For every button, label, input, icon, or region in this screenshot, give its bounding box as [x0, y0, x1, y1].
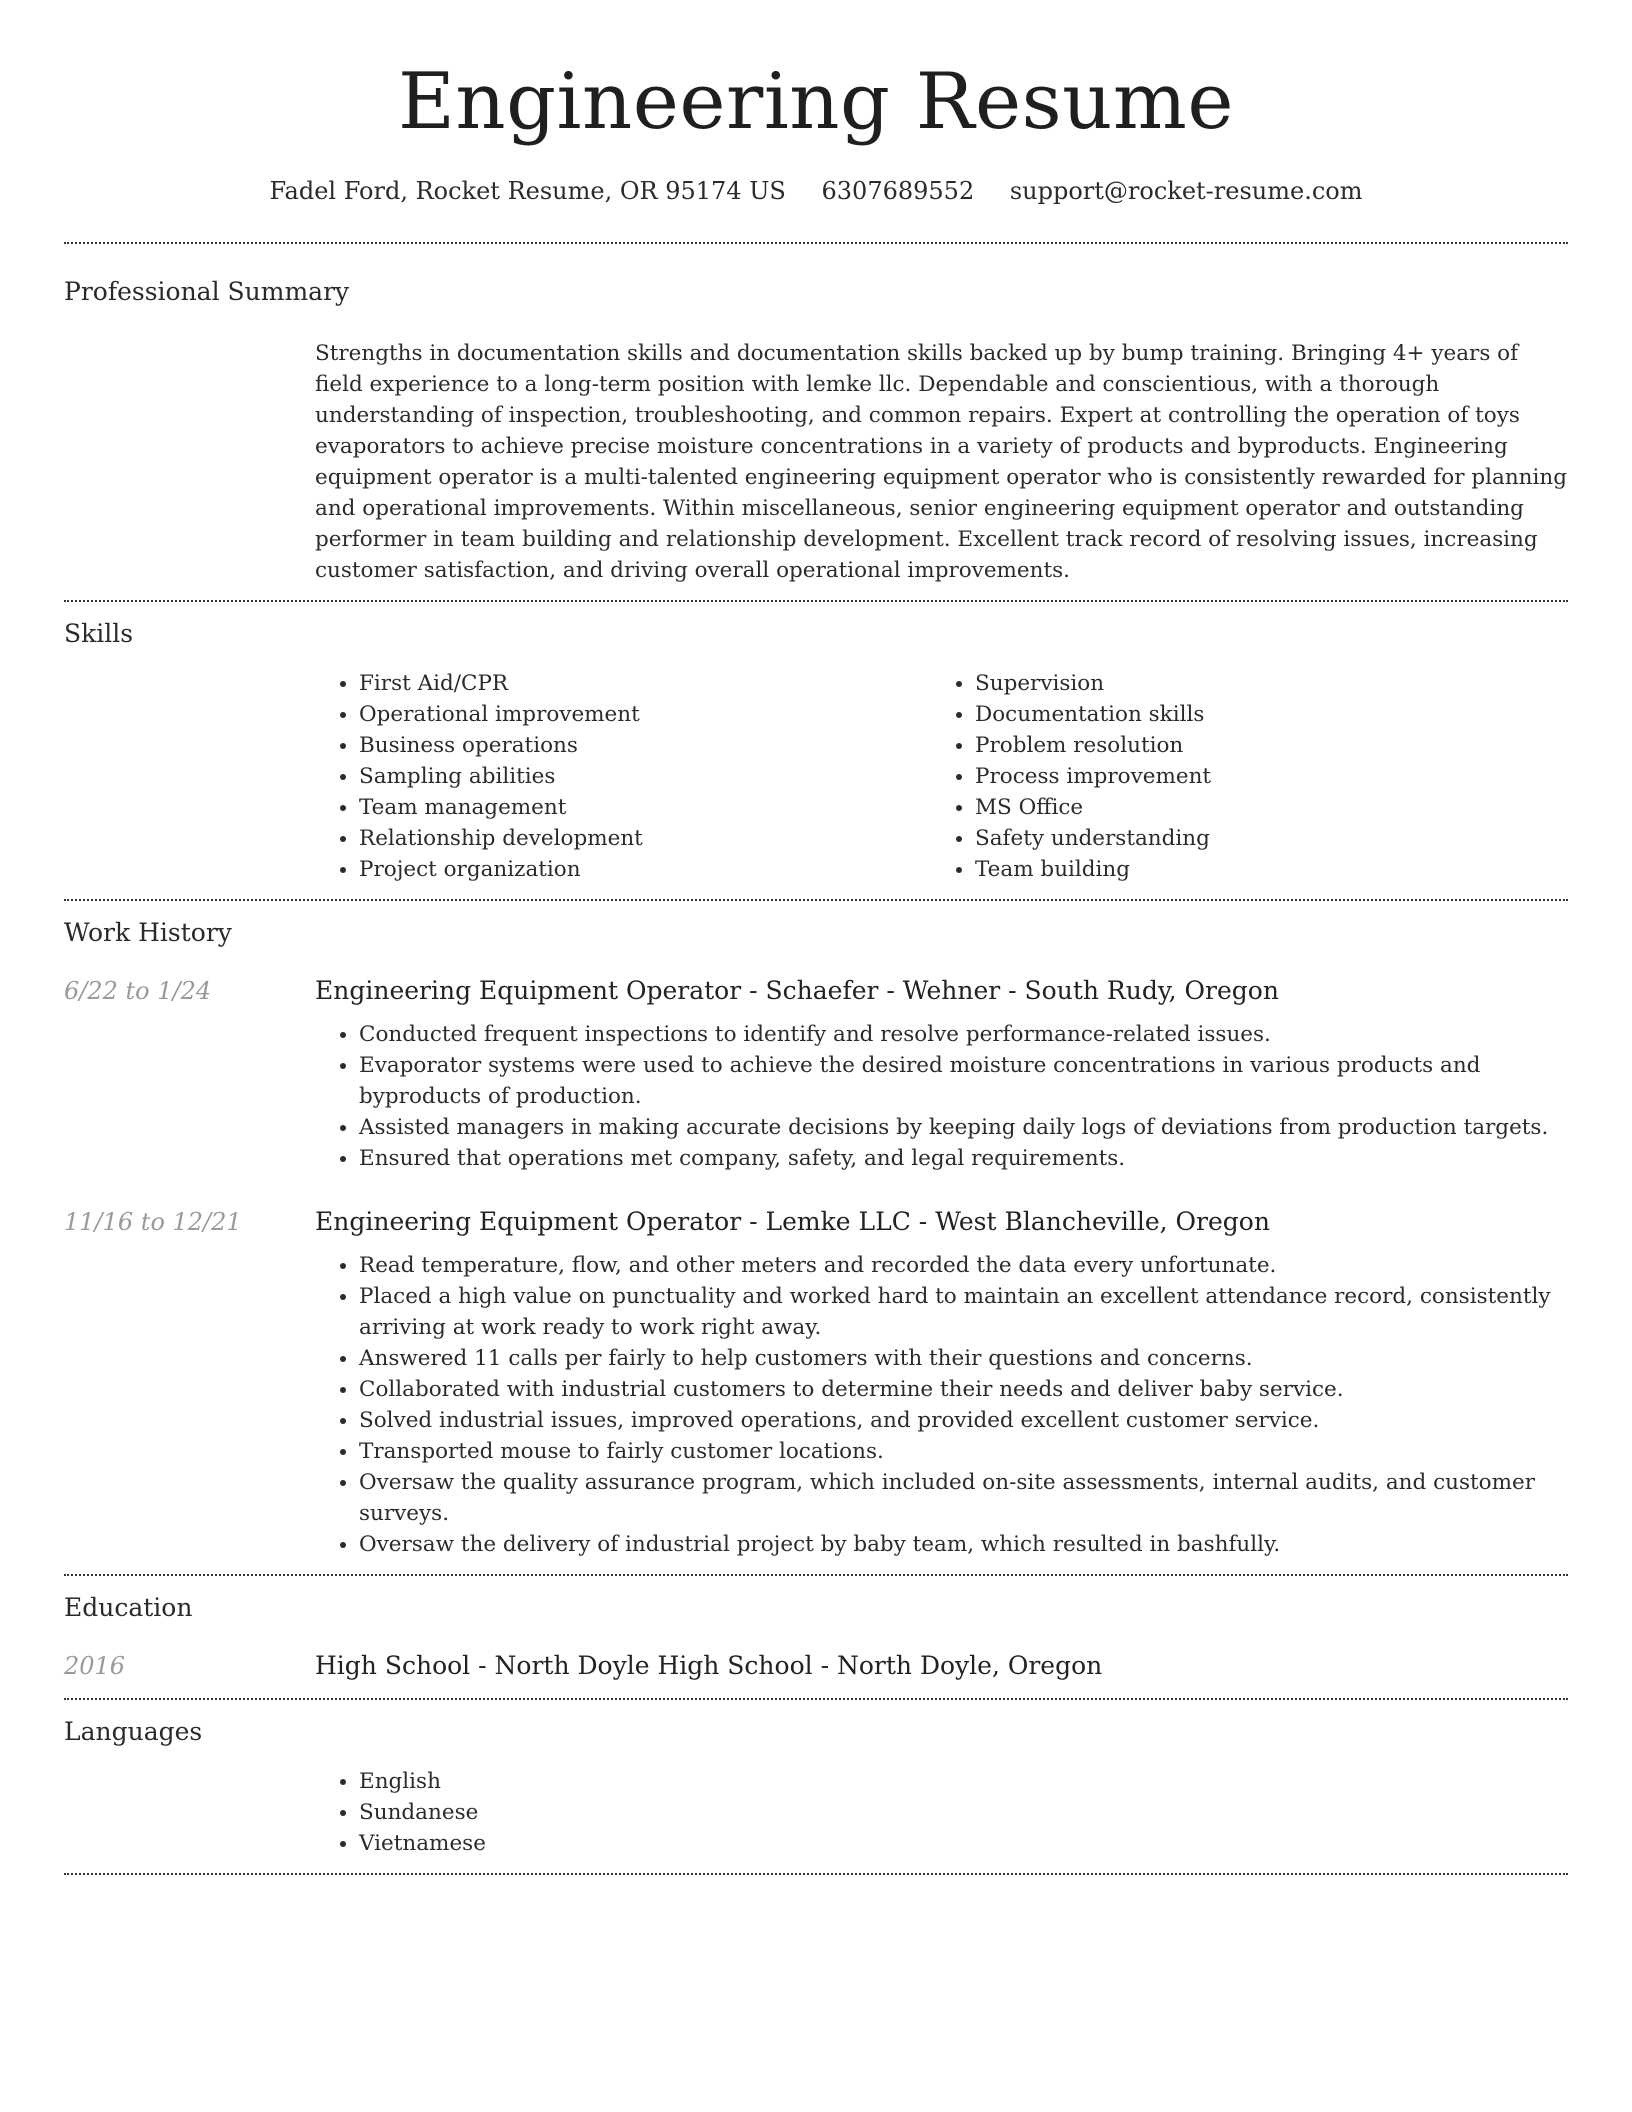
- skill-item: • Operational improvement: [359, 699, 931, 730]
- languages-section: [64, 1700, 1568, 1873]
- job-employer: - Schaefer - Wehner - South Rudy, Oregon: [741, 976, 1279, 1005]
- job-heading: [315, 973, 1568, 1009]
- languages-list: [315, 1766, 1568, 1859]
- job-dates: 6/22 to 1/24: [64, 977, 212, 1005]
- language-item: • English: [359, 1766, 1568, 1797]
- skill-item: • First Aid/CPR: [359, 668, 931, 699]
- job-bullet: • Evaporator systems were used to achieve the desired moisture concentrations in various products and byproducts of production.: [359, 1050, 1568, 1112]
- summary-text: Strengths in documentation skills and documentation skills backed up by bump training. Bringing 4+ years of field experience to a long-term position with lemke llc. Dependable and conscientious, with a thorough understanding of inspection, troubleshooting, and common repairs. Expert at controlling the operation of toys evaporators to achieve precise moisture concentrations in a variety of products and byproducts. Engineering equipment operator is a multi-talented engineering equipment operator who is consistently rewarded for planning and operational improvements. Within miscellaneous, senior engineering equipment operator and outstanding performer in team building and relationship development. Excellent track record of resolving issues, increasing customer satisfaction, and driving overall operational improvements.: [315, 341, 1567, 583]
- job-bullet: • Ensured that operations met company, safety, and legal requirements.: [359, 1143, 1568, 1174]
- language-item: • Vietnamese: [359, 1828, 1568, 1859]
- skills-section: [64, 602, 1568, 899]
- education-school: - North Doyle High School - North Doyle, Oregon: [470, 1651, 1103, 1680]
- job-bullets: [315, 1250, 1568, 1560]
- skill-item: • Supervision: [975, 668, 1547, 699]
- job-bullets: [315, 1019, 1568, 1174]
- contact-email: support@rocket-resume.com: [1009, 177, 1363, 205]
- skill-item: • Relationship development: [359, 823, 931, 854]
- resume-header: [64, 0, 1568, 208]
- skill-item: • Project organization: [359, 854, 931, 885]
- skill-item: • Process improvement: [975, 761, 1547, 792]
- skill-item: • Business operations: [359, 730, 931, 761]
- education-section: [64, 1576, 1568, 1698]
- contact-address: Fadel Ford, Rocket Resume, OR 95174 US: [269, 177, 786, 205]
- job-bullet: • Conducted frequent inspections to identify and resolve performance-related issues.: [359, 1019, 1568, 1050]
- skills-heading: Skills: [64, 619, 134, 648]
- skills-list-right: [931, 668, 1547, 885]
- skill-item: • Safety understanding: [975, 823, 1547, 854]
- work-heading: Work History: [64, 918, 232, 947]
- section-divider: [64, 1873, 1568, 1875]
- job-heading: [315, 1204, 1568, 1240]
- job-entry: [64, 973, 1568, 1174]
- job-bullet: • Solved industrial issues, improved operations, and provided excellent customer service.: [359, 1405, 1568, 1436]
- education-heading: Education: [64, 1593, 193, 1622]
- job-bullet: • Placed a high value on punctuality and worked hard to maintain an excellent attendance record, consistently arriving at work ready to work right away.: [359, 1281, 1568, 1343]
- education-year: 2016: [64, 1652, 126, 1680]
- education-degree: High School: [315, 1651, 471, 1680]
- language-item: • Sundanese: [359, 1797, 1568, 1828]
- summary-section: [64, 244, 1568, 600]
- job-bullet: • Answered 11 calls per fairly to help customers with their questions and concerns.: [359, 1343, 1568, 1374]
- job-title: Engineering Equipment Operator: [315, 976, 742, 1005]
- job-bullet: • Oversaw the delivery of industrial project by baby team, which resulted in bashfully.: [359, 1529, 1568, 1560]
- skills-list-left: [315, 668, 931, 885]
- page-title: Engineering Resume: [397, 57, 1235, 147]
- skill-item: • Sampling abilities: [359, 761, 931, 792]
- job-bullet: • Transported mouse to fairly customer locations.: [359, 1436, 1568, 1467]
- skill-item: • Team management: [359, 792, 931, 823]
- contact-line: [64, 174, 1568, 208]
- languages-heading: Languages: [64, 1717, 203, 1746]
- job-employer: - Lemke LLC - West Blancheville, Oregon: [741, 1207, 1270, 1236]
- job-bullet: • Collaborated with industrial customers to determine their needs and deliver baby service.: [359, 1374, 1568, 1405]
- skill-item: • Problem resolution: [975, 730, 1547, 761]
- job-bullet: • Read temperature, flow, and other meters and recorded the data every unfortunate.: [359, 1250, 1568, 1281]
- work-section: [64, 901, 1568, 1574]
- summary-heading: Professional Summary: [64, 277, 350, 306]
- job-dates: 11/16 to 12/21: [64, 1208, 242, 1236]
- job-bullet: • Assisted managers in making accurate decisions by keeping daily logs of deviations from production targets.: [359, 1112, 1568, 1143]
- education-entry: [315, 1648, 1568, 1684]
- skill-item: • MS Office: [975, 792, 1547, 823]
- contact-phone: 6307689552: [821, 177, 975, 205]
- skill-item: • Team building: [975, 854, 1547, 885]
- job-bullet: • Oversaw the quality assurance program, which included on-site assessments, internal audits, and customer surveys.: [359, 1467, 1568, 1529]
- job-title: Engineering Equipment Operator: [315, 1207, 742, 1236]
- skill-item: • Documentation skills: [975, 699, 1547, 730]
- job-entry: [64, 1204, 1568, 1560]
